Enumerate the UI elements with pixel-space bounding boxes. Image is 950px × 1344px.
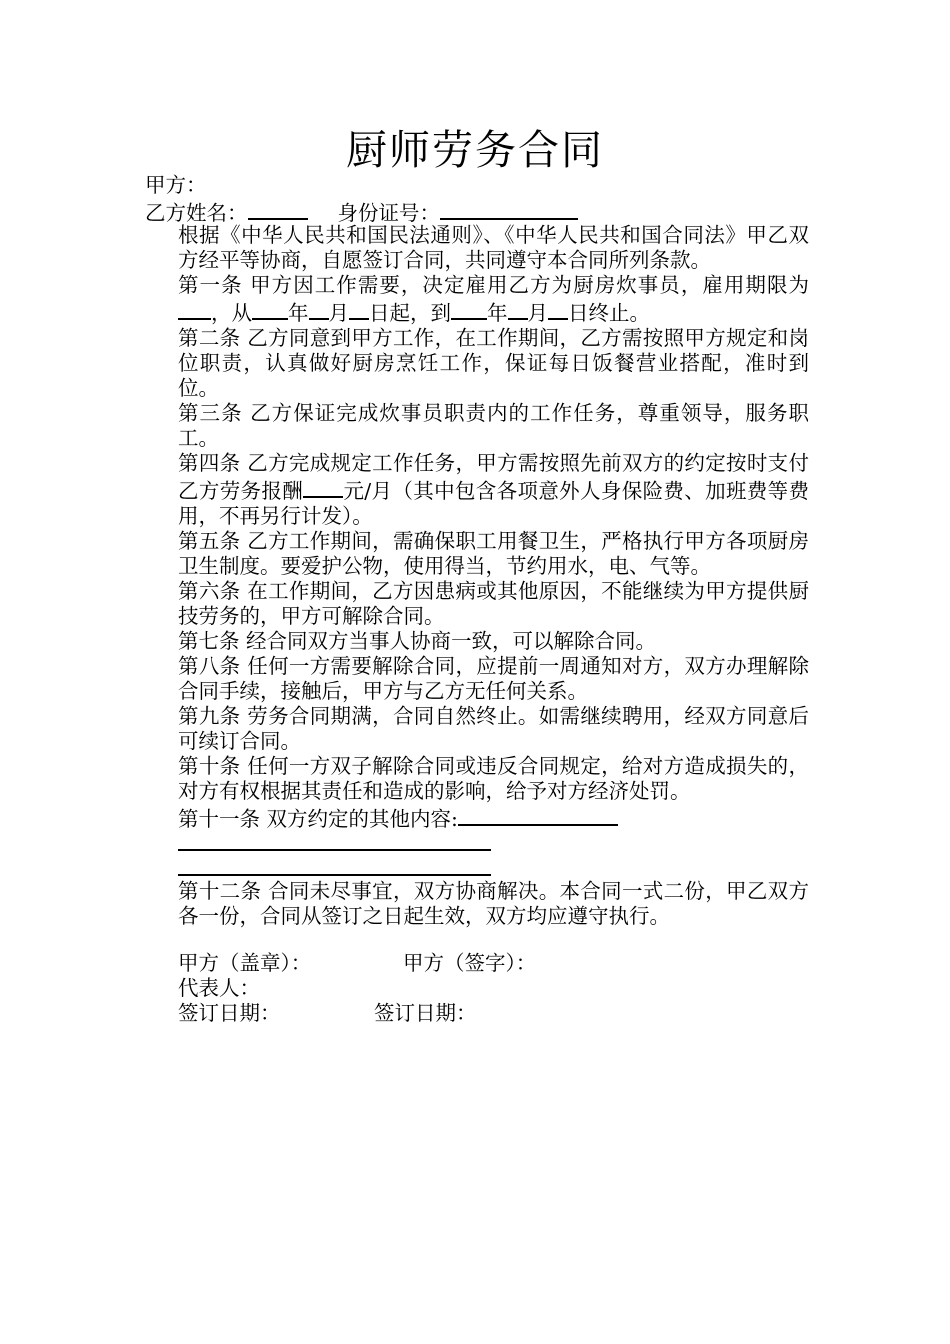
start-month-blank (309, 298, 329, 320)
article-11-text: 第十一条 双方约定的其他内容: (178, 807, 458, 831)
article-1 (145, 273, 809, 326)
party-b-name-blank (248, 198, 308, 220)
signature-row-3 (145, 1001, 809, 1026)
article-8: 第八条 任何一方需要解除合同，应提前一周通知对方，双方办理解除合同手续，接触后，甲方与乙方无任何关系。 (178, 654, 809, 703)
article-7: 第七条 经合同双方当事人协商一致，可以解除合同。 (178, 629, 657, 653)
article-12: 第十二条 合同未尽事宜，双方协商解决。本合同一式二份，甲乙双方各一份，合同从签订之日起生效，双方均应遵守执行。 (178, 879, 809, 928)
sign-date-right: 签订日期： (374, 1001, 477, 1025)
signature-row-1 (145, 951, 809, 976)
id-number-label: 身份证号： (337, 201, 440, 225)
article-4 (145, 451, 809, 529)
article-1-text-g: 月 (527, 301, 548, 325)
article-11 (145, 804, 809, 829)
contract-body (145, 173, 809, 1026)
term-blank (178, 298, 211, 320)
id-number-blank (440, 198, 578, 220)
representative-label: 代表人： (178, 976, 260, 1000)
article-1-text-d: 月 (328, 301, 349, 325)
party-b-name-label: 乙方姓名： (145, 201, 248, 225)
article-1-text-e: 日起，到 (369, 301, 451, 325)
end-day-blank (548, 298, 568, 320)
article-5: 第五条 乙方工作期间，需确保职工用餐卫生，严格执行甲方各项厨房卫生制度。要爱护公物，使用得当，节约用水，电、气等。 (178, 529, 809, 578)
article-1-text-b: ，从 (211, 301, 252, 325)
sign-date-left: 签订日期： (178, 1001, 281, 1025)
article-3: 第三条 乙方保证完成炊事员职责内的工作任务，尊重领导，服务职工。 (178, 401, 809, 450)
page-title: 厨师劳务合同 (346, 126, 604, 174)
signature-row-2 (145, 976, 809, 1001)
party-a-label: 甲方： (145, 173, 207, 197)
article-2: 第二条 乙方同意到甲方工作，在工作期间，乙方需按照甲方规定和岗位职责，认真做好厨房烹饪工作，保证每日饭餐营业搭配，准时到位。 (178, 326, 809, 400)
article-4-text-a: 第四条 乙方完成规定工作任务，甲方需按照先前双方的约定按时支付乙方劳务报酬 (178, 451, 809, 503)
salary-blank (303, 476, 343, 498)
party-a-line (145, 173, 809, 198)
start-day-blank (349, 298, 369, 320)
intro-paragraph: 根据《中华人民共和国民法通则》、《中华人民共和国合同法》甲乙双方经平等协商，自愿签订合同，共同遵守本合同所列条款。 (178, 223, 809, 272)
party-a-seal-label: 甲方（盖章）： (178, 951, 312, 975)
article-9: 第九条 劳务合同期满，合同自然终止。如需继续聘用，经双方同意后可续订合同。 (178, 704, 809, 753)
other-terms-blank-line-1 (178, 829, 491, 851)
article-10: 第十条 任何一方双子解除合同或违反合同规定，给对方造成损失的，对方有权根据其责任和造成的影响，给予对方经济处罚。 (178, 754, 809, 803)
party-b-line (145, 198, 809, 223)
start-year-blank (252, 298, 288, 320)
article-1-text-h: 日终止。 (568, 301, 650, 325)
article-1-text-c: 年 (288, 301, 309, 325)
article-4-text-b: 元/月（其中包含各项意外人身保险费、加班费等费用，不再另行计发）。 (178, 479, 810, 528)
other-terms-blank-line-2 (178, 854, 491, 876)
article-6: 第六条 在工作期间，乙方因患病或其他原因，不能继续为甲方提供厨技劳务的，甲方可解除合同。 (178, 579, 809, 628)
article-1-text-a: 第一条 甲方因工作需要，决定雇用乙方为厨房炊事员，雇用期限为 (178, 273, 809, 297)
party-a-sign-label: 甲方（签字）： (403, 951, 537, 975)
other-terms-blank (458, 804, 618, 826)
article-1-text-f: 年 (487, 301, 508, 325)
end-month-blank (508, 298, 528, 320)
end-year-blank (451, 298, 487, 320)
